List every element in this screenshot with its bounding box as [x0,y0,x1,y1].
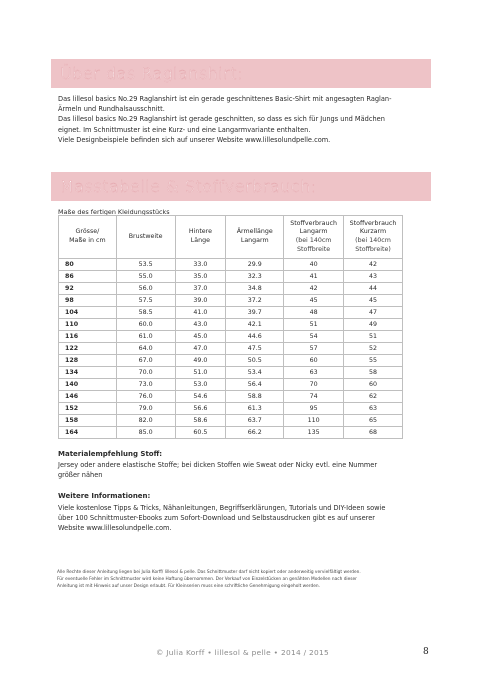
value-cell: 60 [284,355,344,367]
table-row [59,295,403,307]
value-cell: 58 [344,367,403,379]
table-row [59,415,403,427]
value-cell: 85.0 [116,427,175,439]
table-row [59,283,403,295]
size-cell: 140 [59,379,117,391]
table-row [59,367,403,379]
value-cell: 55 [344,355,403,367]
value-cell: 49 [344,319,403,331]
size-cell: 134 [59,367,117,379]
value-cell: 42 [284,283,344,295]
size-cell: 122 [59,343,117,355]
value-cell: 67.0 [116,355,175,367]
header-chest: Brustweite [116,216,175,259]
value-cell: 62 [344,391,403,403]
value-cell: 37.2 [226,295,284,307]
about-text [58,94,430,145]
material-heading: Materialempfehlung Stoff: [58,450,163,458]
text-line: Viele kostenlose Tipps & Tricks, Nähanleitungen, Begriffserklärungen, Tutorials und DIY-Ideen sowie [58,504,386,512]
value-cell: 42.1 [226,319,284,331]
value-cell: 39.0 [175,295,226,307]
size-cell: 164 [59,427,117,439]
size-cell: 92 [59,283,117,295]
page-footer: © Julia Korff • lillesol & pelle • 2014 / 2015 [155,648,330,657]
size-cell: 80 [59,259,117,271]
value-cell: 43 [344,271,403,283]
value-cell: 60.5 [175,427,226,439]
value-cell: 79.0 [116,403,175,415]
table-caption: Maße des fertigen Kleidungsstücks [58,208,170,216]
value-cell: 37.0 [175,283,226,295]
value-cell: 41.0 [175,307,226,319]
value-cell: 55.0 [116,271,175,283]
value-cell: 57.5 [116,295,175,307]
value-cell: 44 [344,283,403,295]
info-text [58,503,430,534]
value-cell: 54.6 [175,391,226,403]
table-row [59,343,403,355]
size-cell: 104 [59,307,117,319]
value-cell: 68 [344,427,403,439]
value-cell: 29.9 [226,259,284,271]
value-cell: 70.0 [116,367,175,379]
table-row [59,271,403,283]
header-sleeve-length: Ärmellänge Langarm [226,216,284,259]
value-cell: 48 [284,307,344,319]
value-cell: 58.5 [116,307,175,319]
value-cell: 35.0 [175,271,226,283]
size-cell: 146 [59,391,117,403]
value-cell: 51 [344,331,403,343]
value-cell: 76.0 [116,391,175,403]
section-title: Masstabelle & Stoffverbrauch: [60,177,317,196]
value-cell: 47 [344,307,403,319]
value-cell: 63 [344,403,403,415]
table-row [59,391,403,403]
table-row [59,355,403,367]
value-cell: 32.3 [226,271,284,283]
material-text [58,460,430,480]
value-cell: 53.0 [175,379,226,391]
value-cell: 57 [284,343,344,355]
text-line: Ärmeln und Rundhalsausschnitt. [58,105,165,114]
value-cell: 65 [344,415,403,427]
table-header-row [59,216,403,259]
text-line: Viele Designbeispiele befinden sich auf unserer Website www.lillesolundpelle.com. [58,135,331,144]
value-cell: 56.4 [226,379,284,391]
header-size: Grösse/ Maße in cm [59,216,117,259]
legal-line: Anleitung ist mit Hinweis auf unser Design erlaubt. Für Kleinserien muss eine schriftliche Genehmigung eingeholt werden. [57,584,320,590]
text-line: Das lillesol basics No.29 Raglanshirt ist gerade geschnitten, so dass es sich für Jungs und Mädchen [58,115,385,124]
legal-line: Alle Rechte dieser Anleitung liegen bei Julia Korff/ lillesol & pelle. Das Schnittmuster darf nicht kopiert oder anderweitig vervielfältigt werden. [57,570,361,575]
section-banner-about [51,59,431,88]
text-line: Website www.lillesolundpelle.com. [58,524,172,533]
header-back-length: Hintere Länge [175,216,226,259]
page-number: 8 [423,647,429,657]
header-fabric-short: Stoffverbrauch Kurzarm (bei 140cm Stoffbreite) [344,216,403,259]
value-cell: 64.0 [116,343,175,355]
value-cell: 58.8 [226,391,284,403]
value-cell: 110 [284,415,344,427]
value-cell: 66.2 [226,427,284,439]
header-fabric-long: Stoffverbrauch Langarm (bei 140cm Stoffbreite [284,216,344,259]
value-cell: 61.0 [116,331,175,343]
table-row [59,427,403,439]
value-cell: 33.0 [175,259,226,271]
value-cell: 53.4 [226,367,284,379]
text-line: größer nähen [58,471,103,480]
value-cell: 95 [284,403,344,415]
value-cell: 34.8 [226,283,284,295]
size-cell: 116 [59,331,117,343]
value-cell: 49.0 [175,355,226,367]
value-cell: 56.6 [175,403,226,415]
value-cell: 40 [284,259,344,271]
text-line: über 100 Schnittmuster-Ebooks zum Sofort-Download und Selbstausdrucken gibt es auf unserer [58,514,375,523]
table-row [59,331,403,343]
value-cell: 47.5 [226,343,284,355]
table-row [59,319,403,331]
value-cell: 47.0 [175,343,226,355]
size-cell: 110 [59,319,117,331]
size-cell: 86 [59,271,117,283]
value-cell: 73.0 [116,379,175,391]
value-cell: 54 [284,331,344,343]
size-table [58,215,403,439]
size-cell: 158 [59,415,117,427]
value-cell: 60.0 [116,319,175,331]
value-cell: 45 [284,295,344,307]
table-row [59,259,403,271]
value-cell: 70 [284,379,344,391]
value-cell: 56.0 [116,283,175,295]
size-cell: 98 [59,295,117,307]
value-cell: 63 [284,367,344,379]
section-title: Über das Raglanshirt: [60,64,243,83]
legal-notice [57,569,432,591]
value-cell: 82.0 [116,415,175,427]
value-cell: 51 [284,319,344,331]
value-cell: 44.6 [226,331,284,343]
value-cell: 74 [284,391,344,403]
value-cell: 58.6 [175,415,226,427]
text-line: eignet. Im Schnittmuster ist eine Kurz- und eine Langarmvariante enthalten. [58,125,311,134]
text-line: Jersey oder andere elastische Stoffe; bei dicken Stoffen wie Sweat oder Nicky evtl. eine Nummer [58,461,378,469]
value-cell: 53.5 [116,259,175,271]
value-cell: 43.0 [175,319,226,331]
text-line: Das lillesol basics No.29 Raglanshirt ist ein gerade geschnittenes Basic-Shirt mit angesagten Raglan- [58,95,392,103]
value-cell: 39.7 [226,307,284,319]
table-row [59,307,403,319]
value-cell: 61.3 [226,403,284,415]
table-row [59,403,403,415]
size-cell: 128 [59,355,117,367]
value-cell: 63.7 [226,415,284,427]
value-cell: 50.5 [226,355,284,367]
section-banner-sizes [51,172,431,201]
value-cell: 52 [344,343,403,355]
legal-line: Für eventuelle Fehler im Schnittmuster wird keine Haftung übernommen. Der Verkauf von Einzelstücken an genähten Modellen nach dieser [57,577,357,583]
value-cell: 41 [284,271,344,283]
value-cell: 45 [344,295,403,307]
table-row [59,379,403,391]
value-cell: 60 [344,379,403,391]
value-cell: 135 [284,427,344,439]
info-heading: Weitere Informationen: [58,492,151,500]
value-cell: 45.0 [175,331,226,343]
value-cell: 42 [344,259,403,271]
size-cell: 152 [59,403,117,415]
value-cell: 51.0 [175,367,226,379]
